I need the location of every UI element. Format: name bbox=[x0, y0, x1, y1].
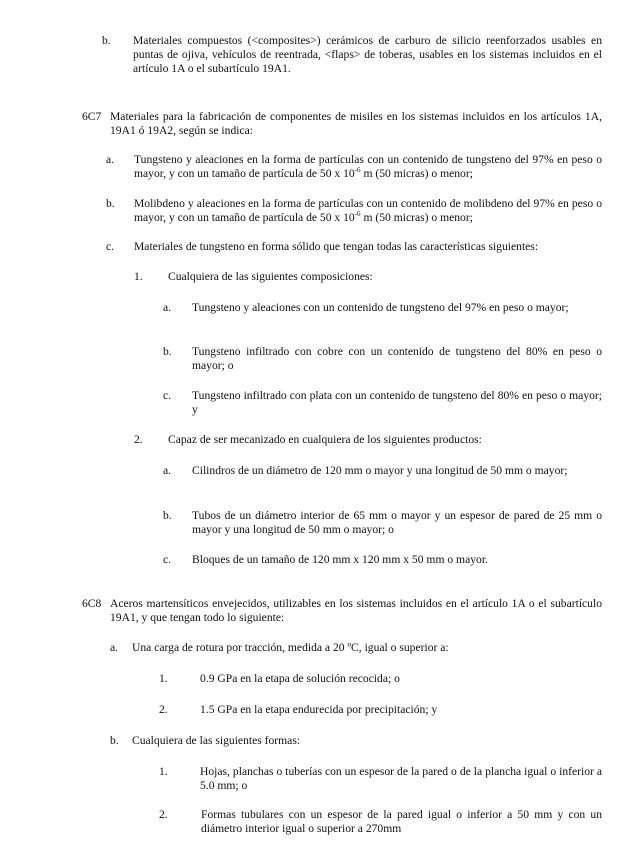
section-6c7-intro bbox=[82, 110, 602, 138]
item-label: 1. bbox=[159, 672, 168, 685]
item-label: b. bbox=[163, 509, 172, 522]
item-text: 1.5 GPa en la etapa endurecida por precipitación; y bbox=[200, 703, 438, 716]
6c7-c1-item-c bbox=[163, 389, 602, 417]
item-label: 2. bbox=[159, 808, 168, 821]
6c7-item-c bbox=[106, 240, 602, 254]
6c7-c2-item-a bbox=[163, 464, 602, 478]
item-text: Capaz de ser mecanizado en cualquiera de los siguientes productos: bbox=[168, 433, 482, 446]
item-label: c. bbox=[163, 553, 172, 566]
6c7-c-item-2 bbox=[134, 433, 602, 447]
item-text: Una carga de rotura por tracción, medida a 20 ºC, igual o superior a: bbox=[132, 641, 449, 654]
6c7-c1-item-a bbox=[163, 301, 602, 315]
item-label: 2. bbox=[134, 433, 143, 446]
item-text: Molibdeno y aleaciones en la forma de partículas con un contenido de molibdeno del 97% en peso o mayor, y con un tamaño de partícula de 50 x $10^{-6}$ m (50 micras) o menor; bbox=[134, 197, 602, 224]
6c7-c1-item-b bbox=[163, 345, 602, 373]
item-text: Formas tubulares con un espesor de la pared igual o inferior a 50 mm y con un diámetro interior igual o superior a 270mm bbox=[201, 808, 602, 835]
6c8-a-item-2 bbox=[159, 703, 602, 717]
item-label: a. bbox=[163, 464, 172, 477]
6c8-b-item-2 bbox=[159, 808, 602, 836]
item-text: Bloques de un tamaño de 120 mm x 120 mm x 50 mm o mayor. bbox=[192, 553, 488, 566]
item-text: Cilindros de un diámetro de 120 mm o mayor y una longitud de 50 mm o mayor; bbox=[192, 464, 568, 477]
exponent: -6 bbox=[354, 166, 361, 174]
item-label: a. bbox=[106, 153, 115, 166]
6c8-item-b bbox=[110, 734, 602, 748]
item-text: Materiales compuestos (<composites>) cerámicos de carburo de silicio reenforzados usables en puntas de ojiva, vehículos de reentrada, <flaps> de toberas, usables en los sistemas incluidos en el artículo 1A o el subartículo 19A1. bbox=[133, 34, 602, 75]
item-text: Tungsteno y aleaciones en la forma de partículas con un contenido de tungsteno del 97% en peso o mayor, y con un tamaño de partícula de 50 x $10^{-6}$ m (50 micras) o menor; bbox=[134, 153, 602, 180]
item-label: b. bbox=[163, 345, 172, 358]
item-label: a. bbox=[163, 301, 172, 314]
item-text: Tungsteno infiltrado con plata con un contenido de tungsteno del 80% en peso o mayor; y bbox=[192, 389, 602, 416]
exponent: -6 bbox=[354, 210, 361, 218]
6c7-c2-item-b bbox=[163, 509, 602, 537]
6c7-item-b bbox=[106, 197, 602, 225]
6c8-item-a bbox=[110, 641, 602, 655]
item-text: Tubos de un diámetro interior de 65 mm o mayor y un espesor de pared de 25 mm o mayor y una longitud de 50 mm o mayor; o bbox=[192, 509, 602, 536]
item-label: a. bbox=[110, 641, 119, 654]
item-text: Cualquiera de las siguientes composiciones: bbox=[168, 270, 373, 283]
item-label: c. bbox=[163, 389, 172, 402]
6c8-a-item-1 bbox=[159, 672, 602, 686]
item-label: b. bbox=[106, 197, 115, 210]
item-text: Tungsteno infiltrado con cobre con un contenido de tungsteno del 80% en peso o mayor; o bbox=[192, 345, 602, 372]
section-code: 6C7 bbox=[82, 110, 102, 123]
item-label: 1. bbox=[134, 270, 143, 283]
item-text: Cualquiera de las siguientes formas: bbox=[132, 734, 301, 747]
item-text: Materiales de tungsteno en forma sólido que tengan todas las características siguientes: bbox=[134, 240, 539, 253]
6c7-item-a bbox=[106, 153, 602, 181]
item-text: 0.9 GPa en la etapa de solución recocida; o bbox=[200, 672, 400, 685]
top-item-b bbox=[102, 34, 602, 76]
section-6c8-intro bbox=[82, 597, 602, 625]
6c8-b-item-1 bbox=[159, 765, 602, 793]
6c7-c2-item-c bbox=[163, 553, 602, 567]
section-intro: Aceros martensíticos envejecidos, utilizables en los sistemas incluidos en el artículo 1A o el subartículo 19A1, y que tengan todo lo siguiente: bbox=[110, 597, 602, 624]
item-label: 2. bbox=[159, 703, 168, 716]
item-label: b. bbox=[102, 34, 111, 47]
item-label: c. bbox=[106, 240, 115, 253]
item-label: 1. bbox=[159, 765, 168, 778]
section-intro: Materiales para la fabricación de componentes de misiles en los sistemas incluidos en los artículos 1A, 19A1 ó 19A2, según se indica: bbox=[110, 110, 602, 137]
item-text: Hojas, planchas o tuberías con un espesor de la pared o de la plancha igual o inferior a 5.0 mm; o bbox=[200, 765, 602, 792]
item-label: b. bbox=[110, 734, 119, 747]
6c7-c-item-1 bbox=[134, 270, 602, 284]
section-code: 6C8 bbox=[82, 597, 102, 610]
item-text: Tungsteno y aleaciones con un contenido de tungsteno del 97% en peso o mayor; bbox=[192, 301, 569, 314]
